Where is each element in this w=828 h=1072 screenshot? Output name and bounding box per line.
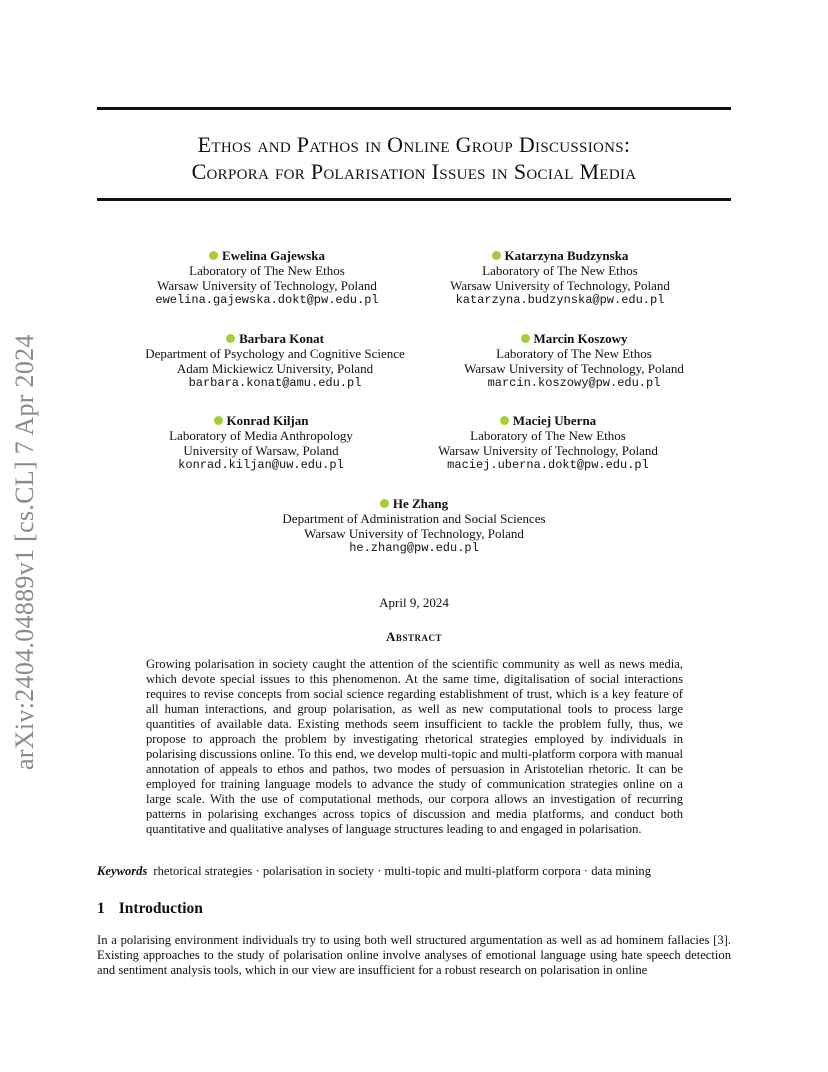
orcid-icon[interactable] [492,251,501,260]
orcid-icon[interactable] [209,251,218,260]
author-email[interactable]: ewelina.gajewska.dokt@pw.edu.pl [155,293,379,307]
author-affiliation: Laboratory of The New Ethos [496,346,652,361]
author-email[interactable]: konrad.kiljan@uw.edu.pl [178,458,344,472]
arxiv-identifier: arXiv:2404.04889v1 [cs.CL] 7 Apr 2024 [10,334,39,770]
author-name: Ewelina Gajewska [222,248,325,263]
author-affiliation: Adam Mickiewicz University, Poland [176,361,374,376]
author-name: Katarzyna Budzynska [504,248,629,263]
author-email[interactable]: marcin.koszowy@pw.edu.pl [487,376,661,390]
paper-title-line-2: Corpora for Polarisation Issues in Social Media [191,159,637,184]
author-name: He Zhang [392,496,449,511]
orcid-icon[interactable] [500,416,509,425]
author-email[interactable]: maciej.uberna.dokt@pw.edu.pl [447,458,649,472]
author-email[interactable]: he.zhang@pw.edu.pl [349,541,479,555]
author-affiliation: Warsaw University of Technology, Poland [450,278,670,293]
orcid-icon[interactable] [214,416,223,425]
author-block [125,331,425,391]
section-heading [97,900,203,918]
author-affiliation: Warsaw University of Technology, Poland [157,278,377,293]
author-affiliation: Warsaw University of Technology, Poland [438,443,658,458]
author-affiliation: Laboratory of The New Ethos [189,263,345,278]
author-affiliation: Warsaw University of Technology, Poland [304,526,524,541]
paper-title-line-1: Ethos and Pathos in Online Group Discussions: [197,132,631,157]
title-rule-bottom [97,198,731,201]
author-affiliation: University of Warsaw, Poland [183,443,339,458]
author-block [117,248,417,308]
author-affiliation: Department of Administration and Social Sciences [282,511,546,526]
keywords-text: rhetorical strategies · polarisation in society · multi-topic and multi-platform corpora · data mining [153,864,652,878]
author-affiliation: Laboratory of The New Ethos [482,263,638,278]
keywords-line [97,864,737,879]
author-affiliation: Department of Psychology and Cognitive Science [145,346,405,361]
author-affiliation: Laboratory of The New Ethos [470,428,626,443]
author-affiliation: Laboratory of Media Anthropology [169,428,353,443]
section-number: 1 [97,900,105,917]
abstract-text: Growing polarisation in society caught the attention of the scientific community as well as news media, which devote special issues to this phenomenon. At the same time, digitalisation of social interactions requires to revise concepts from social science regarding establishment of trust, which is a key feature of all human interactions, and group polarisation, as well as new computational tools to process large quantities of available data. Existing methods seem insufficient to tackle the problem fully, thus, we propose to approach the problem by investigating rhetorical strategies employed by individuals in polarising discussions online. To this end, we develop multi-topic and multi-platform corpora with manual annotation of appeals to ethos and pathos, two modes of persuasion in Aristotelian rhetoric. It can be employed for training language models to advance the study of communication strategies online on a large scale. With the use of computational methods, our corpora allows an investigation of recurring patterns in polarising exchanges across topics of discussion and media platforms, and conduct both quantitative and qualitative analyses of language structures leading to and engaged in polarisation. [146,657,683,836]
author-name: Konrad Kiljan [226,413,309,428]
author-block [410,248,710,308]
author-name: Barbara Konat [239,331,324,346]
publication-date: April 9, 2024 [379,595,449,610]
author-email[interactable]: barbara.konat@amu.edu.pl [188,376,362,390]
abstract-heading: Abstract [386,629,442,644]
section-title: Introduction [118,900,203,917]
section-text: In a polarising environment individuals try to using both well structured argumentation as well as ad hominem fallacies [3]. Existing approaches to the study of polarisation online involve analyses of emotional language using hate speech detection and sentiment analysis tools, which in our view are insufficient for a robust research on polarisation in online [97,933,731,977]
author-block [398,413,698,473]
author-block [111,413,411,473]
author-name: Maciej Uberna [512,413,597,428]
title-rule-top [97,107,731,110]
author-email[interactable]: katarzyna.budzynska@pw.edu.pl [455,293,665,307]
orcid-icon[interactable] [226,334,235,343]
keywords-label: Keywords [97,864,148,878]
orcid-icon[interactable] [521,334,530,343]
author-affiliation: Warsaw University of Technology, Poland [464,361,684,376]
author-block [424,331,724,391]
author-name: Marcin Koszowy [533,331,628,346]
orcid-icon[interactable] [380,499,389,508]
author-block [264,496,564,556]
